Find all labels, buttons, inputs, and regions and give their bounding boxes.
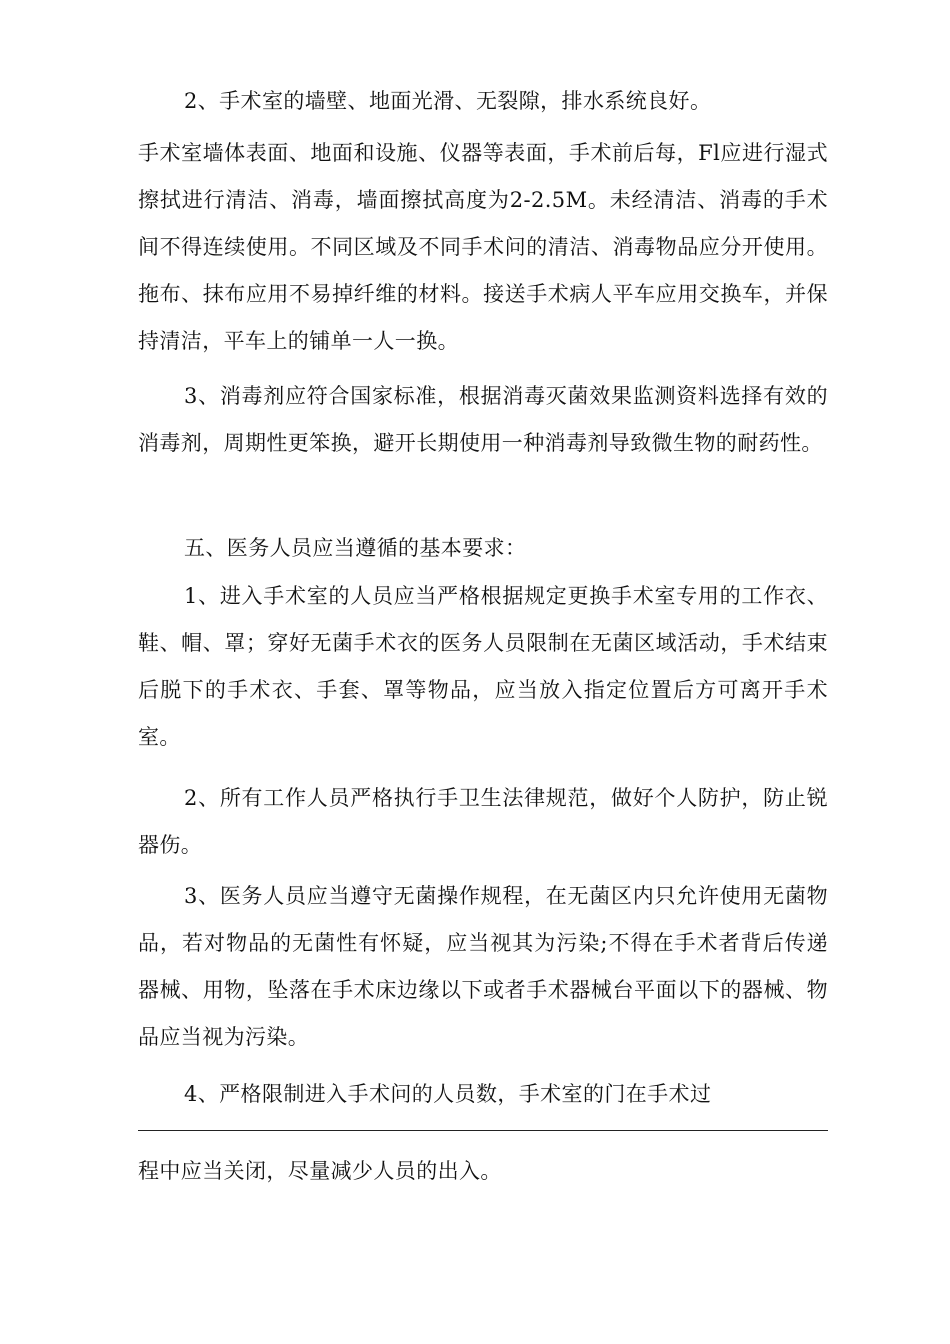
- paragraph-limit-personnel: 4、严格限制进入手术问的人员数，手术室的门在手术过: [184, 1082, 712, 1106]
- paragraph-staff-attire: 1、进入手术室的人员应当严格根据规定更换手术室专用的工作衣、鞋、帽、罩；穿好无菌手术衣的医务人员限制在无菌区域活动，手术结束后脱下的手术衣、手套、罩等物品，应当放入指定位置后方可离开手术室。: [138, 584, 828, 749]
- paragraph-hand-hygiene: 2、所有工作人员严格执行手卫生法律规范，做好个人防护，防止锐器伤。: [138, 786, 828, 857]
- footnote-divider: [138, 1130, 828, 1131]
- paragraph-walls-floor: 2、手术室的墙壁、地面光滑、无裂隙，排水系统良好。: [184, 89, 712, 113]
- section-heading-staff-requirements: 五、医务人员应当遵循的基本要求：: [184, 536, 527, 560]
- paragraph-disinfectant: 3、消毒剂应符合国家标准，根据消毒灭菌效果监测资料选择有效的消毒剂，周期性更笨换，避开长期使用一种消毒剂导致微生物的耐药性。: [138, 384, 828, 455]
- paragraph-continuation: 程中应当关闭，尽量减少人员的出入。: [138, 1159, 502, 1183]
- paragraph-surface-cleaning: 手术室墙体表面、地面和设施、仪器等表面，手术前后每，Fl应进行湿式擦拭进行清洁、消毒，墙面擦拭高度为2-2.5M。未经清洁、消毒的手术间不得连续使用。不同区域及不同手术问的清洁、消毒物品应分开使用。拖布、抹布应用不易掉纤维的材料。接送手术病人平车应用交换车，并保持清洁，平车上的铺单一人一换。: [138, 141, 828, 353]
- paragraph-aseptic-procedure: 3、医务人员应当遵守无菌操作规程，在无菌区内只允许使用无菌物品，若对物品的无菌性有怀疑，应当视其为污染;不得在手术者背后传递器械、用物，坠落在手术床边缘以下或者手术器械台平面以下的器械、物品应当视为污染。: [138, 884, 828, 1049]
